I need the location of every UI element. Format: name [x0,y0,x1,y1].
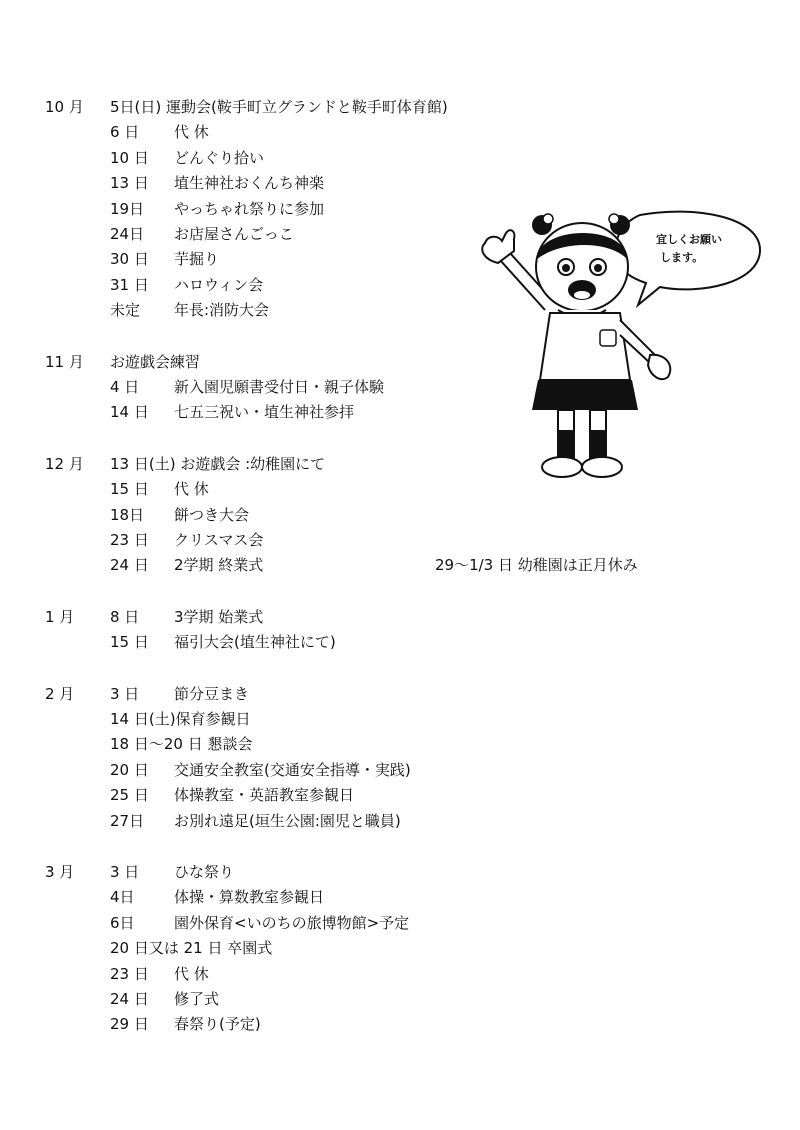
schedule-day: 14 日 [110,403,149,422]
schedule-row [0,962,800,987]
schedule-row [0,758,800,783]
schedule-event: 七五三祝い・埴生神社参拝 [174,403,355,422]
schedule-day: 23 日 [110,530,149,549]
schedule-event: 修了式 [174,990,220,1008]
schedule-event: 埴生神社おくんち神楽 [174,174,325,193]
schedule-entry: 14 日(土)保育参観日 [110,709,251,728]
schedule-row [0,911,800,936]
schedule-day: 25 日 [110,786,149,805]
schedule-event: 餅つき大会 [174,505,250,524]
schedule-row [0,630,800,655]
schedule-day: 未定 [110,301,141,320]
schedule-event: 体操教室・英語教室参観日 [174,786,355,805]
schedule-entry: 18 日～20 日 懇談会 [110,735,253,754]
schedule-entry: お遊戯会練習 [110,352,201,371]
schedule-event: 園外保育<いのちの旅博物館>予定 [174,913,410,932]
schedule-entry: 13 日(土) お遊戯会 :幼稚園にて [110,454,326,473]
schedule-entry: 20 日又は 21 日 卒園式 [110,939,273,958]
schedule-event: ひな祭り [174,863,235,881]
schedule-day: 6 日 [110,123,140,142]
mascot-girl-illustration [470,205,770,490]
schedule-row [0,987,800,1012]
schedule-event: お店屋さんごっこ [174,225,294,243]
schedule-event: ハロウィン会 [174,275,264,294]
schedule-event: 節分豆まき [174,684,250,703]
schedule-day: 10 日 [110,148,149,167]
schedule-event: 春祭り(予定) [174,1015,261,1034]
schedule-event: 2学期 終業式 [174,556,264,575]
schedule-day: 6日 [110,913,135,932]
month-label: 1 月 [45,607,75,626]
month-label: 11 月 [45,352,84,371]
schedule-event: どんぐり拾い [174,148,265,167]
schedule-entry: 5日(日) 運動会(鞍手町立グランドと鞍手町体育館) [110,98,448,116]
schedule-event: 3学期 始業式 [174,607,264,626]
schedule-row [0,732,800,757]
schedule-event: お別れ遠足(垣生公園:園児と職員) [174,811,401,830]
schedule-day: 24 日 [110,990,149,1008]
schedule-row [0,707,800,732]
schedule-row [0,553,800,578]
schedule-day: 23 日 [110,964,149,983]
schedule-day: 3 日 [110,684,140,703]
schedule-row [0,95,800,120]
schedule-day: 27日 [110,811,145,830]
schedule-day: 29 日 [110,1015,149,1034]
month-label: 2 月 [45,684,75,703]
speech-bubble [614,212,760,305]
schedule-event: 代 休 [174,123,209,142]
schedule-event: 代 休 [174,964,209,983]
schedule-event: クリスマス会 [174,530,264,549]
schedule-row [0,1012,800,1037]
schedule-day: 24 日 [110,556,149,575]
schedule-event: 体操・算数教室参観日 [174,888,325,907]
schedule-event: 芋掘り [174,250,220,269]
schedule-day: 30 日 [110,250,149,269]
month-label: 3 月 [45,863,75,881]
schedule-row [0,528,800,553]
schedule-day: 24日 [110,225,145,243]
schedule-day: 31 日 [110,275,149,294]
schedule-row [0,146,800,171]
schedule-day: 4 日 [110,377,140,396]
schedule-row [0,682,800,707]
month-label: 10 月 [45,98,84,116]
speech-bubble-line1: 宜しくお願い [656,233,722,246]
schedule-day: 4日 [110,888,135,907]
schedule-event: 福引大会(埴生神社にて) [174,633,336,652]
schedule-row [0,936,800,961]
schedule-event: やっちゃれ祭りに参加 [174,199,325,218]
schedule-row [0,171,800,196]
schedule-day: 13 日 [110,174,149,193]
schedule-day: 20 日 [110,760,149,779]
schedule-event: 代 休 [174,480,209,499]
schedule-row [0,120,800,145]
schedule-row [0,503,800,528]
schedule-day: 15 日 [110,633,149,652]
schedule-row [0,885,800,910]
month-label: 12 月 [45,454,84,473]
schedule-row [0,605,800,630]
side-note: 29～1/3 日 幼稚園は正月休み [435,556,638,575]
schedule-row [0,860,800,885]
speech-bubble-line2: します。 [660,251,704,264]
schedule-day: 8 日 [110,607,140,626]
schedule-day: 19日 [110,199,145,218]
schedule-day: 3 日 [110,863,140,881]
schedule-day: 18日 [110,505,145,524]
schedule-event: 新入園児願書受付日・親子体験 [174,377,385,396]
schedule-row [0,783,800,808]
schedule-event: 年長:消防大会 [174,301,270,320]
schedule-row [0,809,800,834]
schedule-event: 交通安全教室(交通安全指導・実践) [174,760,411,779]
schedule-day: 15 日 [110,480,149,499]
